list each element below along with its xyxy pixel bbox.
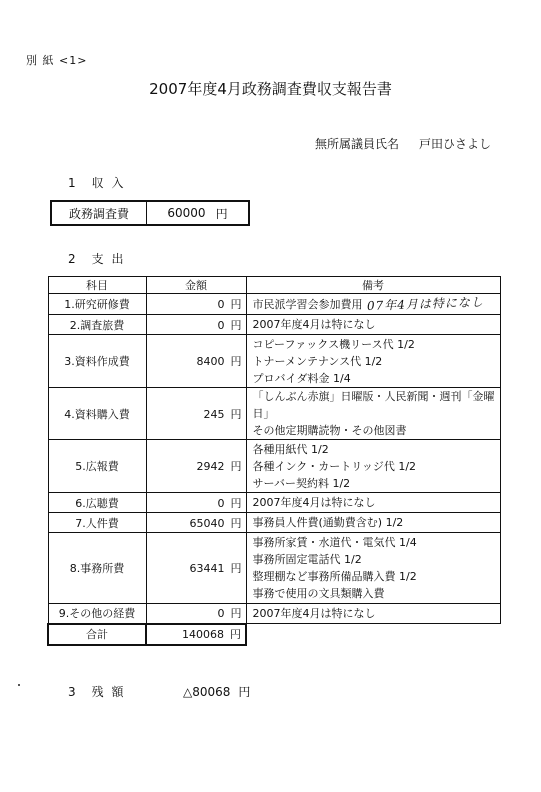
- row-note-text: 各種用紙代 1/2: [252, 442, 329, 456]
- row-note-line: [253, 316, 500, 333]
- author-line: [315, 135, 491, 152]
- header-category: 科目: [48, 277, 146, 294]
- row-amount-cell: [146, 493, 246, 513]
- row-note-text: 「しんぶん赤旗」日曜版・人民新聞・週刊「金曜日」: [252, 390, 495, 420]
- row-amount: 65040: [189, 516, 225, 530]
- row-unit: 円: [230, 318, 242, 332]
- row-category: 1.研究研修費: [48, 294, 146, 315]
- row-note-cell: [246, 440, 500, 493]
- row-note-line: [253, 494, 500, 511]
- row-note-line: [253, 336, 500, 353]
- row-amount: 0: [217, 318, 225, 332]
- row-amount: 0: [217, 607, 225, 621]
- income-amount-cell: [147, 202, 248, 224]
- table-row: [48, 388, 500, 440]
- row-note-text: 各種インク・カートリッジ代 1/2: [252, 459, 417, 473]
- expense-table: [47, 276, 501, 646]
- total-amount-cell: [146, 624, 246, 645]
- row-unit: 円: [230, 298, 242, 311]
- row-amount: 0: [217, 298, 225, 311]
- expense-header-row: [48, 277, 500, 294]
- row-amount-cell: [146, 294, 246, 315]
- row-unit: 円: [230, 460, 242, 473]
- row-note-line: [253, 388, 500, 422]
- handwritten-note: 07年4月は特になし: [366, 294, 484, 313]
- row-note-line: [253, 370, 500, 387]
- income-heading: 1 収 入: [68, 176, 126, 190]
- row-note-text: 整理棚など事務所備品購入費 1/2: [252, 570, 417, 583]
- scan-speck: [18, 684, 20, 686]
- row-note-text: 事務員人件費(通勤費含む) 1/2: [252, 516, 404, 529]
- row-note-line: [253, 296, 500, 313]
- row-note-text: 2007年度4月は特になし: [252, 496, 376, 509]
- author-name: 戸田ひさよし: [419, 137, 492, 151]
- row-category: 8.事務所費: [48, 533, 146, 604]
- row-note-line: [253, 458, 500, 475]
- row-unit: 円: [230, 607, 242, 621]
- document-title: 2007年度4月政務調査費収支報告書: [149, 80, 392, 98]
- total-unit: 円: [230, 628, 241, 641]
- income-box: [50, 200, 250, 226]
- total-empty-cell: [246, 624, 500, 645]
- table-row: [48, 604, 500, 624]
- row-note-line: [253, 514, 500, 531]
- row-category: 3.資料作成費: [48, 335, 146, 388]
- balance-value: [183, 683, 250, 700]
- row-note-text: 2007年度4月は特になし: [252, 318, 376, 331]
- table-row: [48, 335, 500, 388]
- expense-heading: 2 支 出: [68, 252, 126, 266]
- row-note-line: [253, 568, 500, 585]
- row-note-text: 2007年度4月は特になし: [252, 607, 376, 620]
- income-amount: 60000: [167, 206, 206, 220]
- row-note-cell: [246, 388, 500, 440]
- row-note-text: トナーメンテナンス代 1/2: [252, 354, 383, 368]
- row-amount: 0: [217, 496, 225, 510]
- row-category: 9.その他の経費: [48, 604, 146, 624]
- row-unit: 円: [230, 355, 242, 368]
- row-note-line: [253, 475, 500, 492]
- row-note-line: [253, 441, 500, 458]
- income-label: 政務調査費: [52, 202, 147, 224]
- income-unit: 円: [215, 206, 228, 221]
- row-unit: 円: [230, 407, 242, 421]
- row-category: 4.資料購入費: [48, 388, 146, 440]
- author-label: 無所属議員氏名: [315, 137, 400, 151]
- expense-rows: [48, 294, 500, 645]
- row-note-cell: [246, 315, 500, 335]
- header-note: 備考: [246, 277, 500, 294]
- row-category: 5.広報費: [48, 440, 146, 493]
- row-category: 7.人件費: [48, 513, 146, 533]
- row-note-cell: [246, 335, 500, 388]
- row-amount-cell: [146, 315, 246, 335]
- row-note-line: [253, 551, 500, 568]
- row-note-line: [253, 422, 500, 439]
- row-note-text: その他定期購読物・その他図書: [252, 424, 407, 437]
- row-amount-cell: [146, 513, 246, 533]
- table-row: [48, 440, 500, 493]
- header-amount: 金額: [146, 277, 246, 294]
- row-unit: 円: [230, 496, 242, 510]
- row-note-cell: [246, 604, 500, 624]
- row-note-text: サーバー契約料 1/2: [252, 476, 351, 490]
- row-note-cell: [246, 493, 500, 513]
- row-amount: 8400: [196, 355, 225, 368]
- table-row: [48, 493, 500, 513]
- balance-heading: 3 残 額: [68, 685, 126, 699]
- table-row: [48, 315, 500, 335]
- row-note-cell: [246, 294, 500, 315]
- row-category: 2.調査旅費: [48, 315, 146, 335]
- row-note-text: コピーファックス機リース代 1/2: [252, 337, 415, 351]
- row-note-line: [253, 605, 500, 622]
- row-note-line: [253, 534, 500, 551]
- total-amount: 140068: [182, 628, 224, 641]
- row-note-text: 事務で使用の文具類購入費: [252, 587, 385, 600]
- table-row: [48, 533, 500, 604]
- row-amount-cell: [146, 604, 246, 624]
- total-label: 合計: [48, 624, 146, 645]
- row-note-text: 市民派学習会参加費用: [252, 297, 363, 311]
- row-amount: 245: [203, 407, 225, 421]
- row-note-line: [253, 353, 500, 370]
- row-amount-cell: [146, 440, 246, 493]
- row-note-text: プロバイダ料金 1/4: [252, 371, 351, 385]
- row-note-line: [253, 585, 500, 602]
- total-row: [48, 624, 500, 645]
- row-amount: 2942: [196, 460, 225, 473]
- balance-unit: 円: [238, 685, 251, 699]
- table-row: [48, 513, 500, 533]
- row-amount-cell: [146, 533, 246, 604]
- row-amount-cell: [146, 388, 246, 440]
- row-note-cell: [246, 513, 500, 533]
- row-amount-cell: [146, 335, 246, 388]
- row-unit: 円: [230, 562, 242, 575]
- row-note-text: 事務所固定電話代 1/2: [252, 553, 362, 566]
- annex-label: 別 紙 <1>: [26, 54, 88, 67]
- row-category: 6.広聴費: [48, 493, 146, 513]
- row-note-text: 事務所家賃・水道代・電気代 1/4: [252, 536, 417, 549]
- row-amount: 63441: [189, 562, 225, 575]
- table-row: [48, 294, 500, 315]
- row-unit: 円: [230, 516, 242, 530]
- balance-amount: △80068: [183, 685, 231, 699]
- row-note-cell: [246, 533, 500, 604]
